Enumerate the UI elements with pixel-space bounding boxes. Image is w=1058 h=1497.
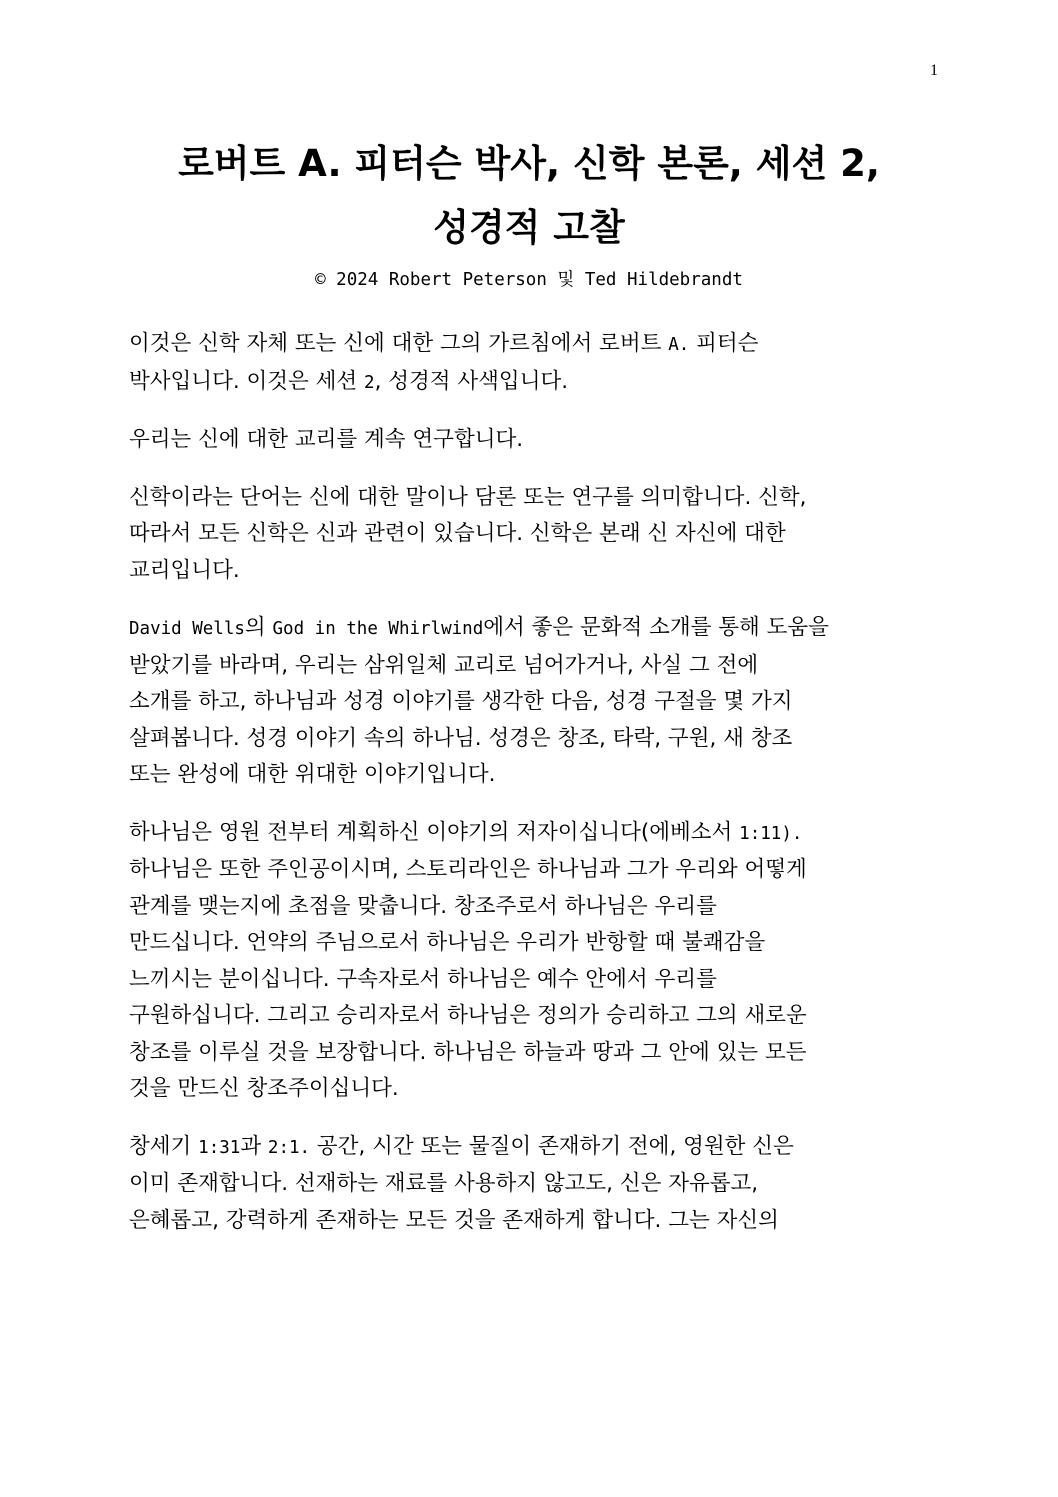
paragraph-line: 교리입니다.	[129, 557, 240, 583]
paragraph-line: 이것은 신학 자체 또는 신에 대한 그의 가르침에서 로버트 A. 피터슨	[129, 331, 759, 356]
paragraph	[129, 480, 929, 590]
document-body	[129, 326, 929, 1260]
page-number: 1	[930, 62, 938, 79]
paragraph-line: 하나님은 또한 주인공이시며, 스토리라인은 하나님과 그가 우리와 어떻게	[129, 857, 807, 882]
paragraph-line: 살펴봅니다. 성경 이야기 속의 하나님. 성경은 창조, 타락, 구원, 새 창조	[129, 725, 793, 751]
paragraph-line: 느끼시는 분이십니다. 구속자로서 하나님은 예수 안에서 우리를	[129, 966, 717, 992]
paragraph-line: 구원하십니다. 그리고 승리자로서 하나님은 정의가 승리하고 그의 새로운	[129, 1003, 807, 1028]
paragraph	[129, 815, 929, 1108]
paragraph-line: 따라서 모든 신학은 신과 관련이 있습니다. 신학은 본래 신 자신에 대한	[129, 521, 786, 546]
paragraph-line: 우리는 신에 대한 교리를 계속 연구합니다.	[129, 427, 524, 452]
paragraph-line: 창조를 이루실 것을 보장합니다. 하나님은 하늘과 땅과 그 안에 있는 모든	[129, 1039, 807, 1065]
title-line-1: 로버트 A. 피터슨 박사, 신학 본론, 세션 2,	[178, 142, 880, 185]
paragraph	[129, 326, 929, 401]
paragraph-line: 창세기 1:31과 2:1. 공간, 시간 또는 물질이 존재하기 전에, 영원한 신은	[129, 1133, 794, 1159]
paragraph-line: 소개를 하고, 하나님과 성경 이야기를 생각한 다음, 성경 구절을 몇 가지	[129, 689, 793, 714]
paragraph-line: 박사입니다. 이것은 세션 2, 성경적 사색입니다.	[129, 368, 569, 394]
paragraph-line: 것을 만드신 창조주이십니다.	[129, 1076, 399, 1101]
copyright-notice: © 2024 Robert Peterson 및 Ted Hildebrandt	[315, 270, 743, 290]
document-title	[110, 132, 948, 260]
title-line-2: 성경적 고찰	[433, 206, 625, 249]
paragraph-line: 은혜롭고, 강력하게 존재하는 모든 것을 존재하게 합니다. 그는 자신의	[129, 1207, 779, 1233]
paragraph-line: 또는 완성에 대한 위대한 이야기입니다.	[129, 762, 496, 787]
paragraph-line: 만드십니다. 언약의 주님으로서 하나님은 우리가 반항할 때 불쾌감을	[129, 930, 766, 955]
paragraph-line: 하나님은 영원 전부터 계획하신 이야기의 저자이십니다(에베소서 1:11).	[129, 819, 803, 845]
paragraph	[129, 1129, 929, 1240]
paragraph	[129, 610, 929, 794]
paragraph-line: David Wells의 God in the Whirlwind에서 좋은 문화적 소개를 통해 도움을	[129, 615, 829, 640]
paragraph-line: 이미 존재합니다. 선재하는 재료를 사용하지 않고도, 신은 자유롭고,	[129, 1171, 759, 1196]
paragraph-line: 관계를 맺는지에 초점을 맞춥니다. 창조주로서 하나님은 우리를	[129, 893, 717, 919]
paragraph-line: 신학이라는 단어는 신에 대한 말이나 담론 또는 연구를 의미합니다. 신학,	[129, 484, 807, 510]
paragraph-line: 받았기를 바라며, 우리는 삼위일체 교리로 넘어가거나, 사실 그 전에	[129, 652, 759, 678]
paragraph	[129, 422, 929, 459]
